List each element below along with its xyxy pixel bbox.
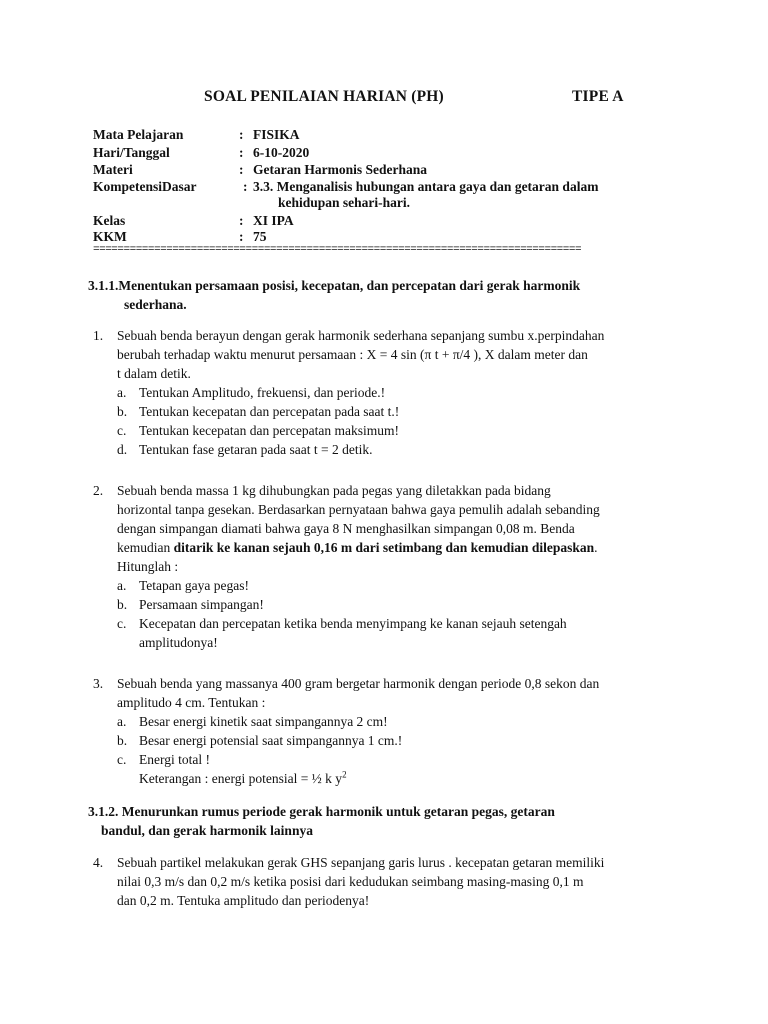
sub-question xyxy=(117,383,683,402)
sub-text: Persamaan simpangan! xyxy=(139,597,264,612)
sub-letter: a. xyxy=(117,714,127,729)
page-title: SOAL PENILAIAN HARIAN (PH) xyxy=(204,88,444,105)
question-text-plain: . xyxy=(594,540,598,555)
sub-letter: b. xyxy=(117,404,128,419)
sub-text: Tentukan fase getaran pada saat t = 2 detik. xyxy=(139,442,373,457)
sub-question xyxy=(117,440,683,459)
sub-text: Kecepatan dan percepatan ketika benda menyimpang ke kanan sejauh setengah xyxy=(139,616,567,631)
meta-value: FISIKA xyxy=(253,127,300,142)
sub-question xyxy=(117,595,683,614)
section-heading-1 xyxy=(88,276,580,314)
meta-value: 75 xyxy=(253,229,267,244)
question-text: Sebuah partikel melakukan gerak GHS sepanjang garis lurus . kecepatan getaran memiliki xyxy=(117,855,605,870)
question-text: t dalam detik. xyxy=(117,366,191,381)
question-text: nilai 0,3 m/s dan 0,2 m/s ketika posisi dari kedudukan seimbang masing-masing 0,1 m xyxy=(117,874,584,889)
meta-label: Materi xyxy=(93,162,133,177)
sub-letter: b. xyxy=(117,733,128,748)
sub-text: Besar energi potensial saat simpangannya 1 cm.! xyxy=(139,733,403,748)
meta-sep: : xyxy=(239,145,244,160)
question-text: amplitudo 4 cm. Tentukan : xyxy=(117,695,266,710)
question-text: dan 0,2 m. Tentuka amplitudo dan periodenya! xyxy=(117,893,370,908)
sub-text-continued: amplitudonya! xyxy=(139,635,218,650)
sub-text: Energi total ! xyxy=(139,752,210,767)
divider-line: ================================================================================ xyxy=(93,244,582,256)
meta-sep: : xyxy=(239,127,244,142)
question-text xyxy=(117,538,683,557)
question-number: 2. xyxy=(93,483,104,498)
question-text: Sebuah benda massa 1 kg dihubungkan pada pegas yang diletakkan pada bidang xyxy=(117,483,551,498)
meta-value: 6-10-2020 xyxy=(253,145,310,160)
sub-letter: c. xyxy=(117,752,127,767)
sub-question xyxy=(117,576,683,595)
meta-value: 3.3. Menganalisis hubungan antara gaya dan getaran dalam xyxy=(253,179,599,194)
sub-letter: d. xyxy=(117,442,128,457)
sub-question xyxy=(117,614,683,652)
sub-letter: c. xyxy=(117,423,127,438)
meta-value: Getaran Harmonis Sederhana xyxy=(253,162,427,177)
meta-label: Mata Pelajaran xyxy=(93,127,184,142)
meta-label: KompetensiDasar xyxy=(93,179,197,194)
exponent: 2 xyxy=(342,769,347,780)
question-text: Sebuah benda yang massanya 400 gram bergetar harmonik dengan periode 0,8 sekon dan xyxy=(117,676,600,691)
sub-question xyxy=(117,731,683,750)
question-number: 4. xyxy=(93,855,104,870)
meta-sep: : xyxy=(239,162,244,177)
sub-letter: b. xyxy=(117,597,128,612)
meta-sep: : xyxy=(243,179,248,194)
meta-sep: : xyxy=(239,229,244,244)
note-formula: Keterangan : energi potensial = ½ k y xyxy=(139,771,343,786)
question-text: berubah terhadap waktu menurut persamaan : X = 4 sin (π t + π/4 ), X dalam meter dan xyxy=(117,347,588,362)
question-number: 3. xyxy=(93,676,104,691)
sub-text: Tetapan gaya pegas! xyxy=(139,578,249,593)
question-text: dengan simpangan diamati bahwa gaya 8 N menghasilkan simpangan 0,08 m. Benda xyxy=(117,521,575,536)
meta-sep: : xyxy=(239,213,244,228)
section-heading-2 xyxy=(88,802,555,840)
meta-label: KKM xyxy=(93,229,127,244)
section-heading-line: 3.1.1.Menentukan persamaan posisi, kecepatan, dan percepatan dari gerak harmonik xyxy=(88,278,581,293)
sub-text: Besar energi kinetik saat simpangannya 2 cm! xyxy=(139,714,388,729)
sub-letter: a. xyxy=(117,578,127,593)
question-text: horizontal tanpa gesekan. Berdasarkan pernyataan bahwa gaya pemulih adalah sebanding xyxy=(117,502,600,517)
question-number: 1. xyxy=(93,328,104,343)
sub-text: Tentukan kecepatan dan percepatan pada saat t.! xyxy=(139,404,400,419)
sub-question xyxy=(117,750,683,788)
meta-value-continued: kehidupan sehari-hari. xyxy=(278,195,411,210)
test-type: TIPE A xyxy=(572,88,624,105)
question-text-bold: ditarik ke kanan sejauh 0,16 m dari setimbang dan kemudian dilepaskan xyxy=(173,540,595,555)
sub-question xyxy=(117,421,683,440)
meta-label: Hari/Tanggal xyxy=(93,145,170,160)
sub-text: Tentukan Amplitudo, frekuensi, dan periode.! xyxy=(139,385,386,400)
question-text: Hitunglah : xyxy=(117,559,179,574)
sub-question xyxy=(117,402,683,421)
sub-letter: a. xyxy=(117,385,127,400)
question-text: Sebuah benda berayun dengan gerak harmonik sederhana sepanjang sumbu x.perpindahan xyxy=(117,328,605,343)
sub-text: Tentukan kecepatan dan percepatan maksimum! xyxy=(139,423,399,438)
meta-value: XI IPA xyxy=(253,213,294,228)
note-text xyxy=(139,769,683,788)
question-text-plain: kemudian xyxy=(117,540,174,555)
sub-question xyxy=(117,712,683,731)
meta-label: Kelas xyxy=(93,213,126,228)
section-heading-line: bandul, dan gerak harmonik lainnya xyxy=(101,823,313,838)
sub-letter: c. xyxy=(117,616,127,631)
section-heading-line: 3.1.2. Menurunkan rumus periode gerak harmonik untuk getaran pegas, getaran xyxy=(88,804,555,819)
section-heading-line: sederhana. xyxy=(124,297,187,312)
